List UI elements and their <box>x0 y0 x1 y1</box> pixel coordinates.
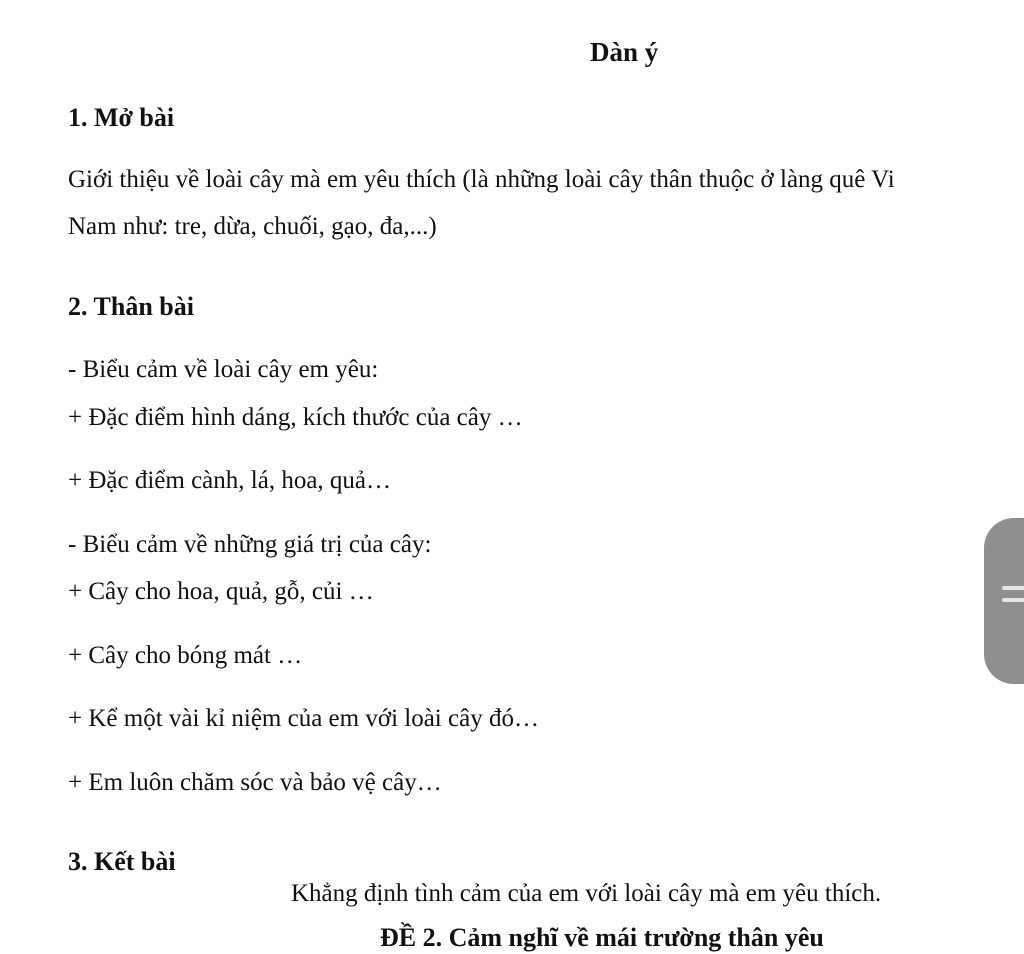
than-bai-item: + Cây cho hoa, quả, gỗ, củi … <box>68 578 374 605</box>
next-section-heading: ĐỀ 2. Cảm nghĩ về mái trường thân yêu <box>380 923 824 952</box>
than-bai-item: - Biểu cảm về những giá trị của cây: <box>68 531 432 558</box>
section-heading-ket-bai: 3. Kết bài <box>68 847 176 876</box>
mo-bai-text-line-2: Nam như: tre, dừa, chuối, gạo, đa,...) <box>68 213 437 240</box>
than-bai-item: + Cây cho bóng mát … <box>68 642 303 669</box>
than-bai-item: - Biểu cảm về loài cây em yêu: <box>68 356 379 383</box>
than-bai-item: + Em luôn chăm sóc và bảo vệ cây… <box>68 769 442 796</box>
section-heading-than-bai: 2. Thân bài <box>68 292 194 321</box>
than-bai-item: + Đặc điểm cành, lá, hoa, quả… <box>68 467 392 494</box>
section-heading-mo-bai: 1. Mở bài <box>68 103 175 132</box>
ket-bai-text: Khẳng định tình cảm của em với loài cây mà em yêu thích. <box>291 880 882 907</box>
side-drag-handle[interactable] <box>984 518 1024 684</box>
than-bai-item: + Đặc điểm hình dáng, kích thước của cây … <box>68 404 523 431</box>
page-title: Dàn ý <box>590 37 659 67</box>
drag-handle-icon <box>1002 586 1024 610</box>
mo-bai-text-line-1: Giới thiệu về loài cây mà em yêu thích (là những loài cây thân thuộc ở làng quê Vi <box>68 166 895 193</box>
than-bai-item: + Kể một vài kỉ niệm của em với loài cây đó… <box>68 705 539 732</box>
